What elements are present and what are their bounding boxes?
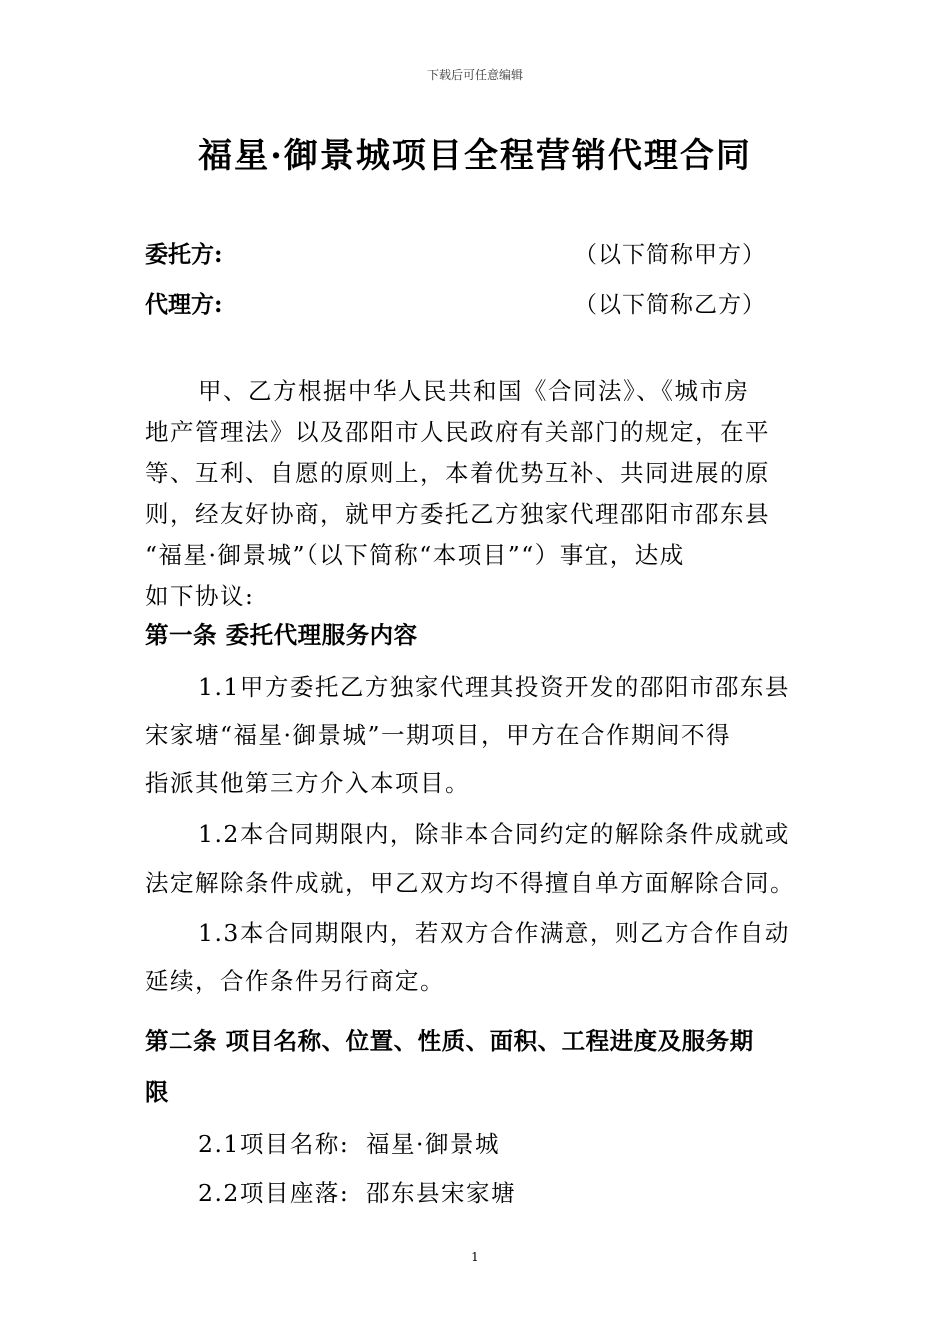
- page-number: 1: [471, 1250, 479, 1264]
- document-title: 福星·御景城项目全程营销代理合同: [198, 136, 752, 176]
- clause-line: 1.2本合同期限内，除非本合同约定的解除条件成就或: [198, 820, 790, 848]
- clause-line: 宋家塘“福星·御景城”一期项目，甲方在合作期间不得: [145, 721, 731, 749]
- item-2-1-label: 2.1项目名称:: [198, 1130, 350, 1158]
- intro-line: 则，经友好协商，就甲方委托乙方独家代理邵阳市邵东县: [145, 500, 770, 528]
- party-a-note: （以下简称甲方）: [574, 242, 766, 268]
- intro-line: 如下协议:: [145, 582, 255, 610]
- clause-line: 延续，合作条件另行商定。: [145, 967, 445, 995]
- party-b-label: 代理方:: [145, 291, 223, 318]
- intro-line: “福星·御景城”（以下简称“本项目”“）事宜，达成: [145, 541, 685, 569]
- party-b-note: （以下简称乙方）: [574, 292, 766, 318]
- item-2-2-value: 邵东县宋家塘: [366, 1179, 516, 1207]
- header-note: 下载后可任意编辑: [426, 68, 523, 82]
- article-1-heading: 第一条 委托代理服务内容: [145, 621, 418, 649]
- clause-line: 1.3本合同期限内，若双方合作满意，则乙方合作自动: [198, 919, 790, 947]
- item-2-2-label: 2.2项目座落:: [198, 1179, 350, 1207]
- intro-line: 地产管理法》以及邵阳市人民政府有关部门的规定，在平: [145, 418, 770, 446]
- clause-line: 法定解除条件成就，甲乙双方均不得擅自单方面解除合同。: [145, 869, 795, 897]
- clause-line: 1.1甲方委托乙方独家代理其投资开发的邵阳市邵东县: [198, 673, 790, 701]
- clause-line: 指派其他第三方介入本项目。: [145, 769, 470, 797]
- item-2-1-value: 福星·御景城: [366, 1130, 500, 1158]
- article-2-heading: 第二条 项目名称、位置、性质、面积、工程进度及服务期: [145, 1027, 754, 1055]
- intro-line: 甲、乙方根据中华人民共和国《合同法》、《城市房: [198, 377, 750, 405]
- article-2-heading-cont: 限: [145, 1078, 169, 1106]
- party-a-label: 委托方:: [145, 241, 223, 268]
- intro-line: 等、互利、自愿的原则上，本着优势互补、共同进展的原: [145, 459, 770, 487]
